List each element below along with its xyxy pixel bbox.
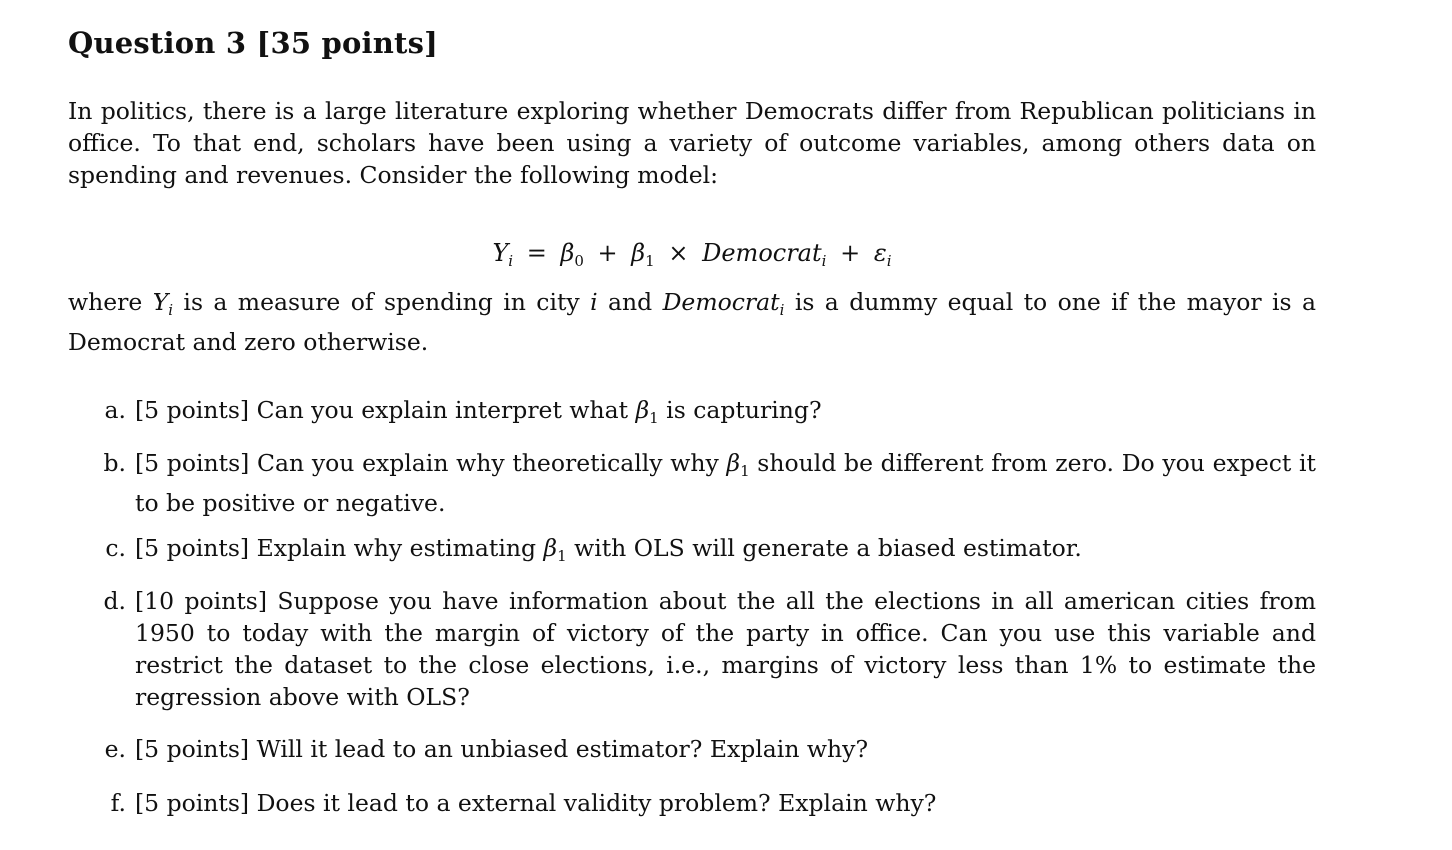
item-text — [135, 447, 1316, 519]
eq-equals: = — [526, 239, 547, 267]
question-title: Question 3 [35 points] — [68, 26, 439, 60]
item-beta: β — [635, 396, 650, 424]
eq-beta1-subscript: 1 — [645, 252, 655, 270]
item-text: [5 points] Will it lead to an unbiased estimator? Explain why? — [135, 735, 869, 763]
eq-y: Y — [492, 239, 509, 267]
item-text-pre: [5 points] Can you explain why theoretically why — [135, 449, 727, 477]
where-y-subscript: i — [168, 301, 174, 319]
where-text-3: and — [597, 288, 663, 316]
item-label: b. — [103, 449, 126, 477]
eq-plus-2: + — [840, 239, 861, 267]
item-text: [10 points] Suppose you have information about the all the elections in all american cities from 1950 to today with the margin of victory of the party in office. Can you use this variable and restrict the dataset to the close elections, i.e., margins of victory less than 1% to estimate the regression above with OLS? — [135, 587, 1316, 711]
eq-democrat: Democrat — [702, 239, 822, 267]
eq-democrat-subscript: i — [821, 252, 827, 270]
where-text-4: is a dummy equal to one if the mayor is a Democrat and zero otherwise. — [68, 288, 1316, 356]
item-label: c. — [105, 534, 126, 562]
item-text-pre: [5 points] Can you explain interpret what — [135, 396, 636, 424]
item-beta-subscript: 1 — [740, 462, 750, 480]
where-democrat-subscript: i — [779, 301, 785, 319]
where-text-2: is a measure of spending in city — [173, 288, 591, 316]
item-text-post: is capturing? — [658, 396, 822, 424]
item-text-post: should be different from zero. Do you expect it to be positive or negative. — [135, 449, 1316, 517]
item-label: a. — [104, 396, 126, 424]
intro-paragraph: In politics, there is a large literature exploring whether Democrats differ from Republican politicians in office. To that end, scholars have been using a variety of outcome variables, among others data on spending and revenues. Consider the following model: — [68, 97, 1316, 189]
item-label: e. — [104, 735, 126, 763]
eq-beta1: β — [631, 239, 646, 267]
eq-beta0: β — [560, 239, 575, 267]
where-democrat: Democrat — [662, 288, 780, 316]
regression-equation — [68, 237, 1316, 277]
item-beta: β — [543, 534, 558, 562]
item-text-pre: [5 points] Explain why estimating — [135, 534, 544, 562]
item-beta-subscript: 1 — [557, 547, 567, 565]
item-text — [135, 532, 1316, 572]
where-city-i: i — [590, 288, 598, 316]
item-text-post: with OLS will generate a biased estimator. — [566, 534, 1082, 562]
eq-epsilon-subscript: i — [886, 252, 892, 270]
item-beta-subscript: 1 — [649, 409, 659, 427]
where-text-1: where — [68, 288, 153, 316]
item-text: [5 points] Does it lead to a external validity problem? Explain why? — [135, 789, 937, 817]
item-text — [135, 394, 1316, 434]
item-beta: β — [726, 449, 741, 477]
where-paragraph — [68, 286, 1316, 358]
eq-y-subscript: i — [508, 252, 514, 270]
where-y: Y — [152, 288, 169, 316]
item-label: d. — [103, 587, 126, 615]
eq-times: × — [668, 239, 689, 267]
eq-beta0-subscript: 0 — [574, 252, 584, 270]
item-label: f. — [110, 789, 126, 817]
eq-epsilon: ε — [873, 239, 887, 267]
eq-plus-1: + — [597, 239, 618, 267]
